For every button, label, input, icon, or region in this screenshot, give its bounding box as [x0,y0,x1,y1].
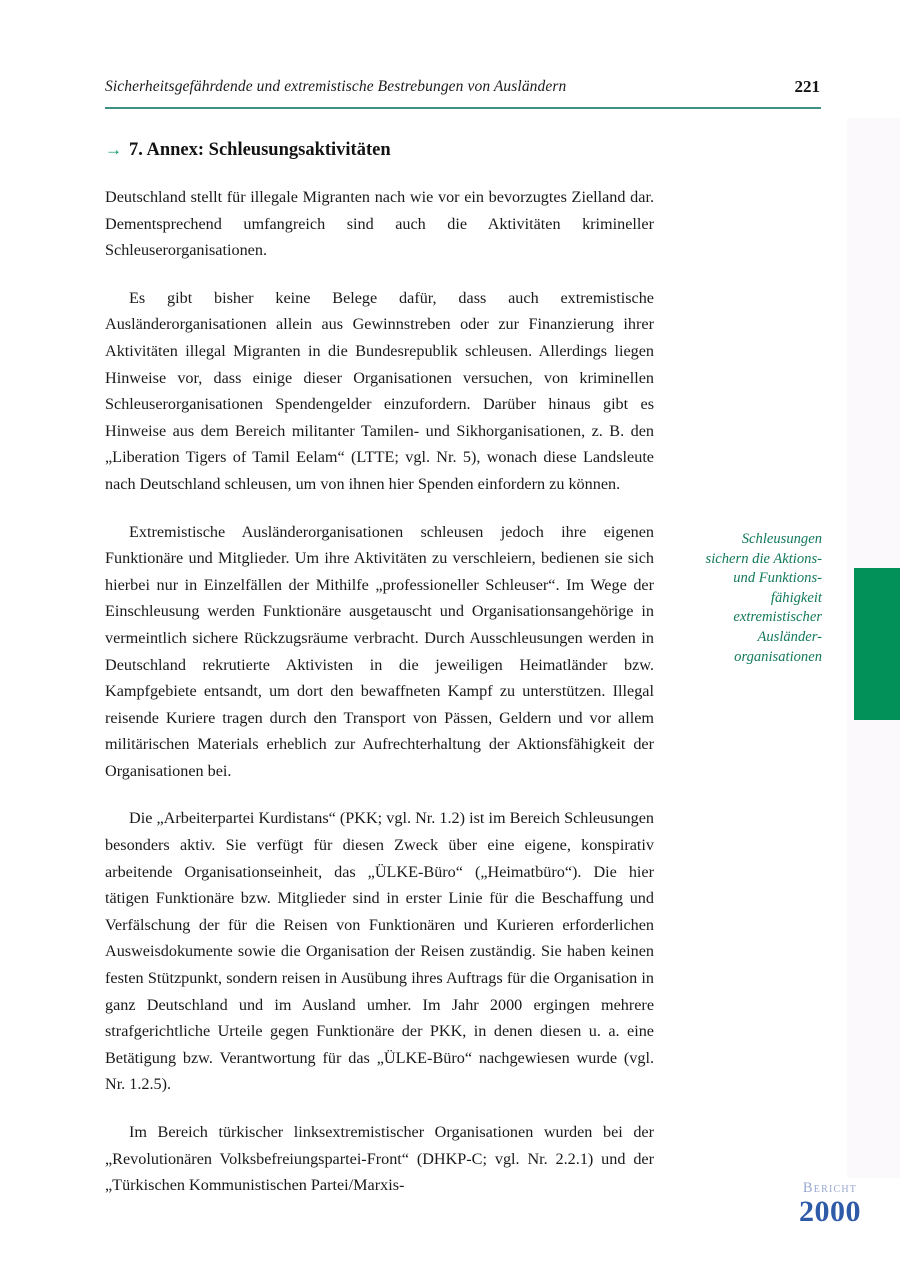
margin-note-line: sichern die Aktions- [705,550,822,567]
logo-word: Bericht [802,1180,858,1196]
margin-note-line: Schleusungen [741,531,822,547]
arrow-right-icon: → [105,140,122,159]
paragraph-1: Deutschland stellt für illegale Migranten nach wie vor ein bevorzugtes Zielland dar. Dementsprechend umfangreich sind auch die Aktivitäten krimineller Schleuserorganisationen. [105,188,654,260]
body-text-column [105,184,654,1199]
paragraph-3: Extremistische Ausländerorganisationen schleusen jedoch ihre eigenen Funktionäre und Mitglieder. Um ihre Aktivitäten zu verschleiern, bedienen sie sich hierbei nur in Einzelfällen der Mithilfe „professioneller Schleuser“. Im Wege der Einschleusung werden Funktionäre ausgetauscht und Organisationsangehörige in vermeintlich sichere Rückzugsräume verbracht. Durch Ausschleusungen werden in Deutschland rekrutierte Aktivisten in die jeweiligen Heimatländer bzw. Kampfgebiete entsandt, um dort den bewaffneten Kampf zu unterstützen. Illegal reisende Kuriere tragen durch den Transport von Pässen, Geldern und vor allem militärischen Materials erheblich zur Aufrechterhaltung der Aktionsfähigkeit der Organisationen bei. [105,522,654,780]
paragraph-2: Es gibt bisher keine Belege dafür, dass auch extremistische Ausländerorganisationen allein aus Gewinnstreben oder zur Finanzierung ihrer Aktivitäten illegal Migranten in die Bundesrepublik schleusen. Allerdings liegen Hinweise vor, dass einige dieser Organisationen versuchen, von kriminellen Schleuserorganisationen Spendengelder einzufordern. Darüber hinaus gibt es Hinweise aus dem Bereich militanter Tamilen- und Sikhorganisationen, z. B. den „Liberation Tigers of Tamil Eelam“ (LTTE; vgl. Nr. 5), wonach diese Landsleute nach Deutschland schleusen, um von ihnen hier Spenden einfordern zu können. [105,288,654,493]
margin-note-line: extremistischer [733,609,822,626]
chapter-edge-tab [854,568,900,720]
section-heading-text: 7. Annex: Schleusungsaktivitäten [129,140,391,160]
logo-year: 2000 [799,1194,861,1228]
margin-note-line: fähigkeit [770,589,822,606]
running-header [105,78,820,108]
paragraph-5: Im Bereich türkischer linksextremistischer Organisationen wurden bei der „Revolutionären Volksbefreiungspartei-Front“ (DHKP-C; vgl. Nr. 2.2.1) und der „Türkischen Kommunistischen Partei/Marxis- [105,1123,654,1195]
header-divider-rule [105,107,821,109]
report-logo [780,1181,880,1227]
margin-note-line: Ausländer- [757,628,822,645]
paragraph-4: Die „Arbeiterpartei Kurdistans“ (PKK; vgl. Nr. 1.2) ist im Bereich Schleusungen besonders aktiv. Sie verfügt für diesen Zweck über eine eigene, konspirativ arbeitende Organisationseinheit, das „ÜLKE-Büro“ („Heimatbüro“). Die hier tätigen Funktionäre bzw. Mitglieder sind in erster Linie für die Beschaffung und Verfälschung der für die Reisen von Funktionären und Kurieren erforderlichen Ausweisdokumente sowie die Organisation der Reisen zuständig. Sie haben keinen festen Stützpunkt, sondern reisen in Ausübung ihres Auftrags für die Organisation in ganz Deutschland und im Ausland umher. Im Jahr 2000 ergingen mehrere strafgerichtliche Urteile gegen Funktionäre der PKK, in denen diesen u. a. eine Betätigung bzw. Verantwortung für das „ÜLKE-Büro“ nachgewiesen wurde (vgl. Nr. 1.2.5). [105,809,654,1094]
margin-note [672,530,822,667]
margin-note-line: und Funktions- [733,570,822,587]
margin-note-line: organisationen [734,648,822,665]
page-number: 221 [794,77,820,96]
header-title: Sicherheitsgefährdende und extremistische Bestrebungen von Ausländern [105,78,567,95]
section-heading [105,140,705,161]
